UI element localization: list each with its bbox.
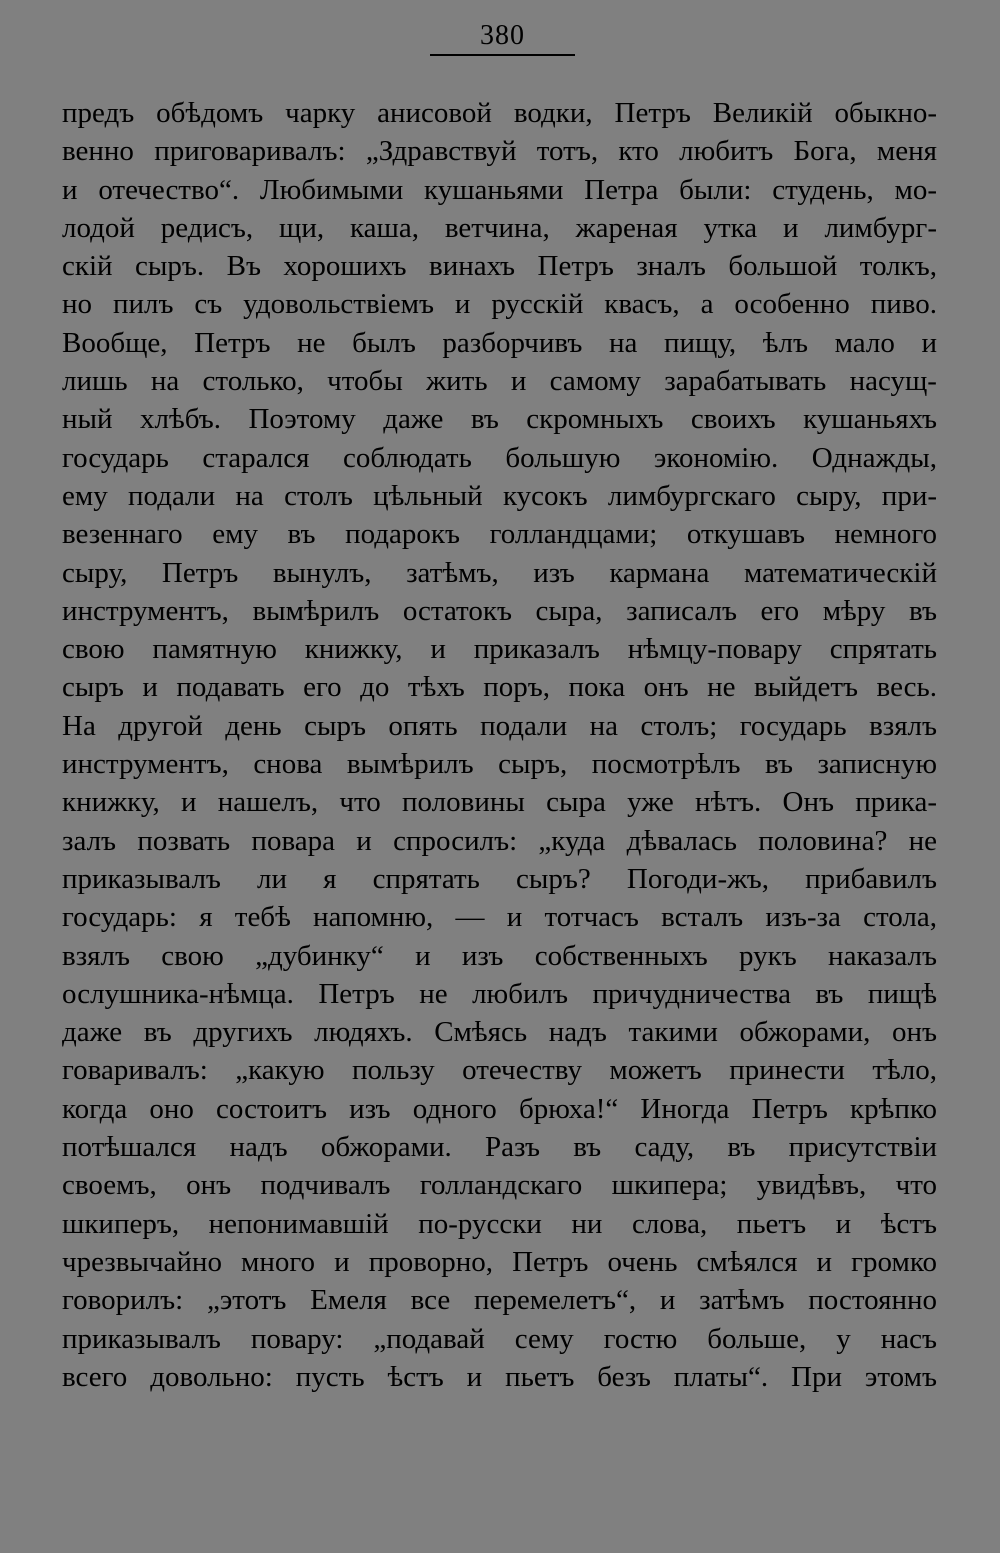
text-line: ный хлѣбъ. Поэтому даже въ скромныхъ своихъ кушаньяхъ <box>62 403 937 436</box>
text-line: На другой день сыръ опять подали на столъ; государь взялъ <box>62 709 938 742</box>
body-text <box>62 94 937 1396</box>
text-line: своемъ, онъ подчивалъ голландскаго шкипера; увидѣвъ, что <box>62 1169 938 1202</box>
text-line: лодой редисъ, щи, каша, ветчина, жареная утка и лимбург- <box>62 211 937 244</box>
header-rule <box>430 54 575 56</box>
text-line: залъ позвать повара и спросилъ: „куда дѣвалась половина? не <box>62 824 938 857</box>
text-line: когда оно состоитъ изъ одного брюха!“ Иногда Петръ крѣпко <box>62 1092 938 1125</box>
text-line: всего довольно: пусть ѣстъ и пьетъ безъ платы“. При этомъ <box>62 1360 937 1393</box>
text-line: взялъ свою „дубинку“ и изъ собственныхъ рукъ наказалъ <box>62 939 938 972</box>
page-number: 380 <box>480 20 525 51</box>
page-header <box>430 18 575 56</box>
text-line: потѣшался надъ обжорами. Разъ въ саду, въ присутствіи <box>62 1131 938 1164</box>
text-line: сыръ и подавать его до тѣхъ поръ, пока онъ не выйдетъ весь. <box>62 671 938 704</box>
text-line: скій сыръ. Въ хорошихъ винахъ Петръ зналъ большой толкъ, <box>62 250 937 283</box>
text-line: говорилъ: „этотъ Емеля все перемелетъ“, и затѣмъ постоянно <box>62 1284 938 1317</box>
text-line: венно приговаривалъ: „Здравствуй тотъ, кто любитъ Бога, меня <box>62 135 938 168</box>
text-line: приказывалъ повару: „подавай сему гостю больше, у насъ <box>62 1322 937 1355</box>
text-line: ему подали на столъ цѣльный кусокъ лимбургскаго сыру, при- <box>62 479 937 512</box>
text-line: Вообще, Петръ не былъ разборчивъ на пищу, ѣлъ мало и <box>62 326 937 359</box>
text-line: но пилъ съ удовольствіемъ и русскій квасъ, а особенно пиво. <box>62 288 937 321</box>
text-line: инструментъ, вымѣрилъ остатокъ сыра, записалъ его мѣру въ <box>62 594 937 627</box>
text-line: шкиперъ, непонимавшій по-русски ни слова, пьетъ и ѣстъ <box>62 1207 937 1240</box>
text-line: везеннаго ему въ подарокъ голландцами; откушавъ немного <box>62 518 937 551</box>
text-line: ослушника-нѣмца. Петръ не любилъ причудничества въ пищѣ <box>62 977 937 1010</box>
text-line: предъ обѣдомъ чарку анисовой водки, Петръ Великій обыкно- <box>62 97 938 129</box>
text-line: инструментъ, снова вымѣрилъ сыръ, посмотрѣлъ въ записную <box>62 748 937 781</box>
text-line: даже въ другихъ людяхъ. Смѣясь надъ такими обжорами, онъ <box>62 1016 937 1049</box>
text-line: книжку, и нашелъ, что половины сыра уже нѣтъ. Онъ прика- <box>62 786 937 819</box>
text-line: государь старался соблюдать большую экономію. Однажды, <box>62 441 937 474</box>
text-line: говаривалъ: „какую пользу отечеству можетъ принести тѣло, <box>62 1054 938 1087</box>
text-line: и отечество“. Любимыми кушаньями Петра были: студень, мо- <box>62 173 938 206</box>
text-line: сыру, Петръ вынулъ, затѣмъ, изъ кармана математическій <box>62 556 937 589</box>
text-line: свою памятную книжку, и приказалъ нѣмцу-повару спрятать <box>62 633 938 666</box>
text-line: приказывалъ ли я спрятать сыръ? Погоди-жъ, прибавилъ <box>62 862 937 895</box>
text-line: государь: я тебѣ напомню, — и тотчасъ всталъ изъ-за стола, <box>62 901 937 934</box>
text-line: лишь на столько, чтобы жить и самому зарабатывать насущ- <box>62 365 937 398</box>
text-line: чрезвычайно много и проворно, Петръ очень смѣялся и громко <box>62 1245 937 1278</box>
